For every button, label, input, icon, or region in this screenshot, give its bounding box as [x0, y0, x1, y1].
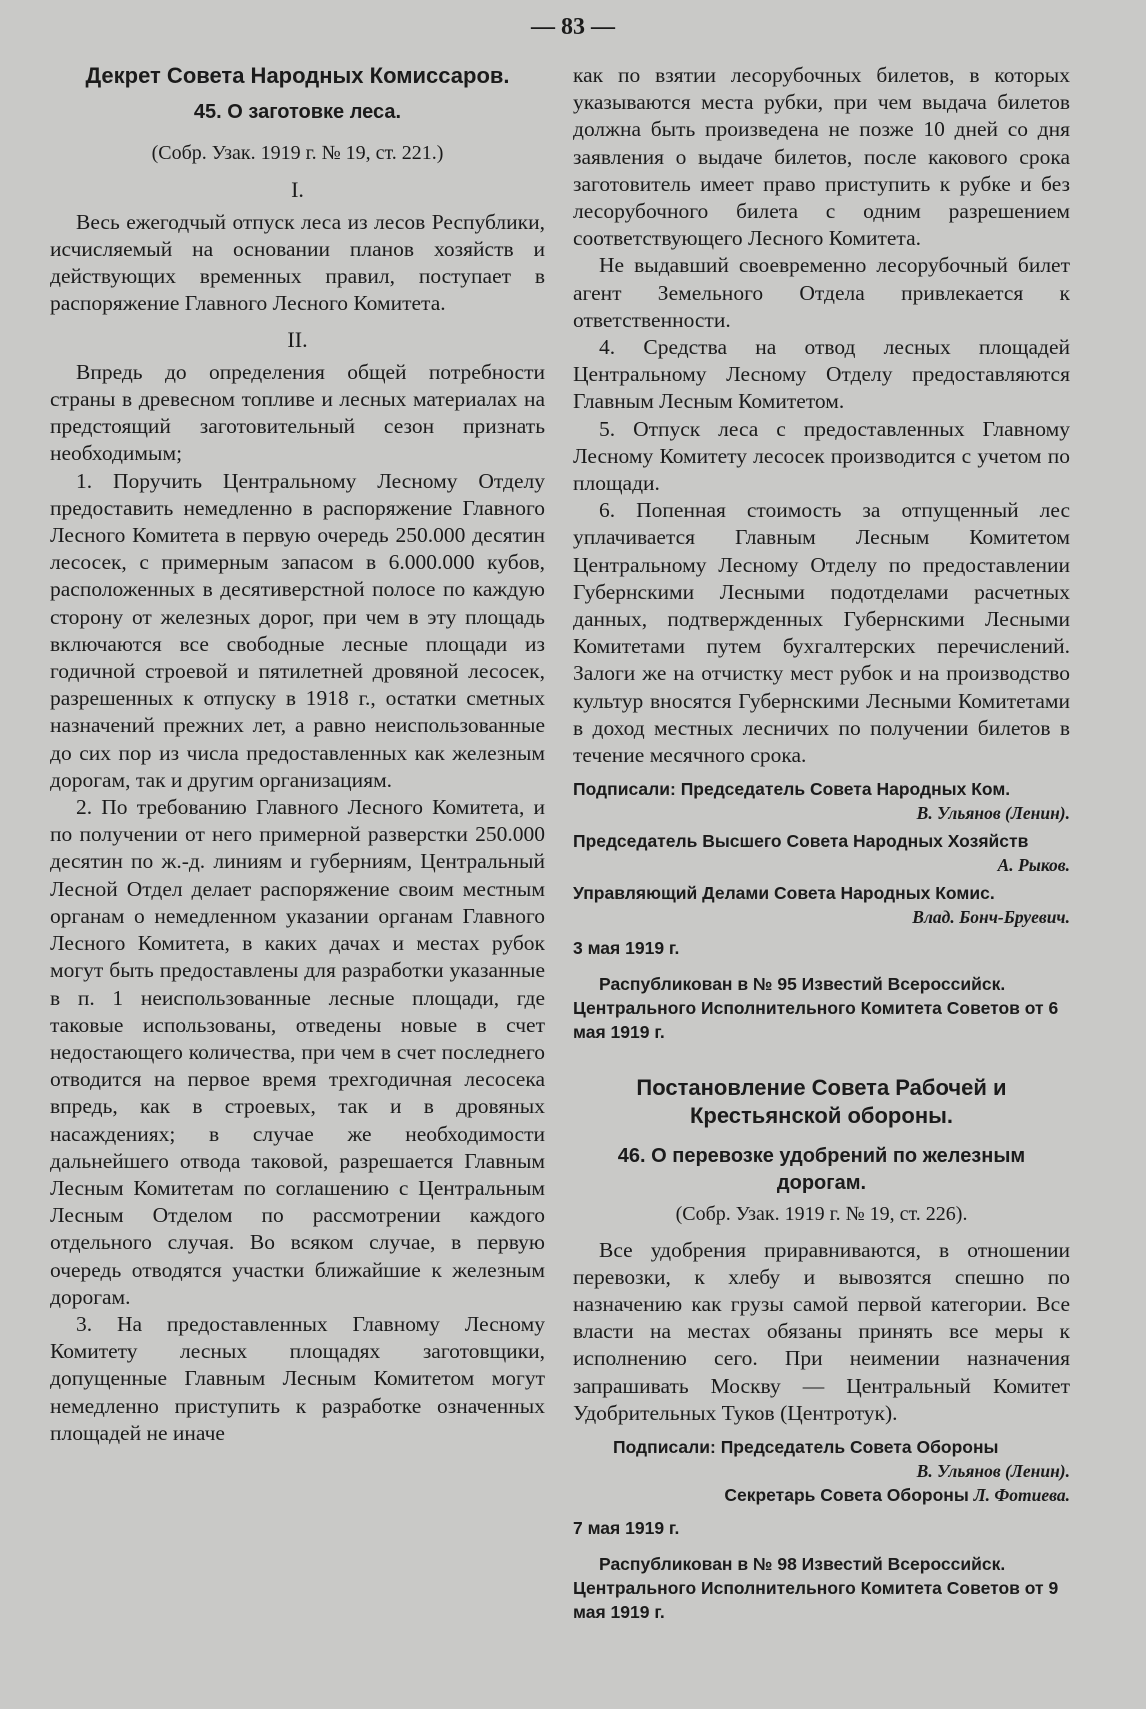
resolution-date: 7 мая 1919 г. [573, 1517, 680, 1538]
paragraph-1: 1. Поручить Центральному Лесному Отделу предоставить немедленно в распоряжение Главного Лесного Комитета в первую очередь 250.000 десятин лесосек, с примерным запасом в 6.000.000 кубов, расположенных в десятиверстной полосе по каждую сторону от железных дорог, при чем в эту площадь включаются все свободные лесные площади из годичной строевой и пятилетней дровяной лесосек, разрешенных к отпуску в 1918 г., остатки сметных назначений прежних лет, а равно неиспользованные до сих пор из числа предоставленных как железным дорогам, так и другим организациям. [50, 468, 545, 792]
paragraph-4: 4. Средства на отвод лесных площадей Центральному Лесному Отделу предоставляются Главным Лесным Комитетом. [573, 335, 1070, 414]
resolution-source: (Собр. Узак. 1919 г. № 19, ст. 226). [675, 1203, 968, 1226]
section-1-heading: I. [291, 176, 304, 202]
paragraph-2: 2. По требованию Главного Лесного Комитета, и по получении от него примерной разверстки 250.000 десятин по ж.-д. линиям и губерниям, Центральный Лесной Отдел делает распоряжение своим местным органам о немедленном указании органам Главного Лесного Комитета, в каких дачах и местах рубок могут быть предоставлены для разработки указанные в п. 1 неиспользованные лесные площади, где таковые использованы, отведены новые в счет недостающего количества, при чем в счет последнего отводится на первое время трехгодичная лесосека впредь, как в строевых, так и в дровяных насаждениях; в случае же необходимости дальнейшего отвода таковой, разрешается Главным Лесным Комитетам по соглашению с Центральным Лесным Отделом по рассмотрении каждого отдельного случая. Во всяком случае, в первую очередь отводятся участки ближайшие к железным дорогам. [50, 795, 545, 1309]
signature-lenin: В. Ульянов (Ленин). [916, 803, 1070, 824]
secretary-line [573, 1483, 1070, 1507]
secretary-label: Секретарь Совета Обороны [724, 1484, 969, 1505]
decree-source: (Собр. Узак. 1919 г. № 19, ст. 221.) [151, 142, 444, 165]
decree-date: 3 мая 1919 г. [573, 938, 680, 959]
decree-header: Декрет Совета Народных Комиссаров. [85, 63, 510, 88]
signature-lenin-2: В. Ульянов (Ленин). [916, 1460, 1070, 1481]
signature-rykov: А. Рыков. [997, 855, 1070, 876]
paragraph-3: 3. На предоставленных Главному Лесному Комитету лесных площадях заготовщики, допущенные Главным Лесным Комитетом могут немедленно приступить к разработке означенных площадей не иначе [50, 1311, 545, 1445]
signatures-46 [573, 1435, 1070, 1507]
paragraph-6: 6. Попенная стоимость за отпущенный лес уплачивается Главным Лесным Комитетом Центральному Лесному Отделу по предоставлении Губернскими Лесными подотделами расчетных данных, подтвержденных Губернскими Лесными Комитетами путем бухгалтерских перечислений. Залоги же на отчистку мест рубок и на производство культур вносятся Губернскими Лесными Комитетами в доход местных лесничих по получении билетов в течение месячного срока. [573, 498, 1070, 768]
resolution-text: Все удобрения приравниваются, в отношении перевозки, к хлебу и вывозятся спешно по назначению как грузы самой первой категории. Все власти на местах обязаны принять все меры к исполнению сего. При неимении назначения запрашивать Москву — Центральный Комитет Удобрительных Туков (Центротук). [573, 1237, 1070, 1425]
signatures-45 [573, 777, 1070, 929]
signed-label: Подписали: Председатель Совета Народных Ком. [573, 779, 1011, 800]
resolution-header: Постановление Совета Рабочей и Крестьянской обороны. [636, 1075, 1007, 1128]
section-2-heading: II. [287, 326, 308, 352]
signature-fotieva: Л. Фотиева. [973, 1484, 1070, 1505]
signed2-label: Подписали: Председатель Совета Обороны [613, 1436, 999, 1457]
publication-note-1: Распубликован в № 95 Известий Всероссийск. Центрального Исполнительного Комитета Советов от 6 мая 1919 г. [573, 974, 1059, 1043]
decree-title: 45. О заготовке леса. [193, 101, 402, 124]
left-column [50, 62, 545, 1447]
section-1-text: Весь ежегодчый отпуск леса из лесов Республики, исчисляемый на основании планов хозяйств и действующих временных правил, поступает в распоряжение Главного Лесного Комитета. [50, 209, 545, 316]
vsnkh-chair: Председатель Высшего Совета Народных Хозяйств [573, 831, 1029, 852]
signature-bonch: Влад. Бонч-Бруевич. [912, 907, 1070, 928]
publication-note-2: Распубликован в № 98 Известий Всероссийск. Центрального Исполнительного Комитета Советов от 9 мая 1919 г. [573, 1554, 1059, 1623]
right-column [573, 62, 1070, 1624]
resolution-title: 46. О перевозке удобрений по железным дорогам. [617, 1144, 1026, 1195]
paragraph-3-extra: Не выдавший своевременно лесорубочный билет агент Земельного Отдела привлекается к ответственности. [573, 253, 1070, 332]
paragraph-3-continued: как по взятии лесорубочных билетов, в которых указываются места рубки, при чем выдача билетов должна быть произведена не позже 10 дней со дня заявления о выдаче билетов, после какового срока заготовитель имеет право приступить к рубке и без лесорубочного билета с одним разрешением соответствующего Лесного Комитета. [573, 63, 1070, 251]
section-2-intro: Впредь до определения общей потребности страны в древесном топливе и лесных материалах на предстоящий заготовительный сезон признать необходимым; [50, 359, 545, 466]
page-number: — 83 — [531, 14, 615, 40]
paragraph-5: 5. Отпуск леса с предоставленных Главному Лесному Комитету лесосек производится с учетом по площади. [573, 416, 1070, 496]
affairs-manager: Управляющий Делами Совета Народных Комис. [573, 883, 995, 904]
